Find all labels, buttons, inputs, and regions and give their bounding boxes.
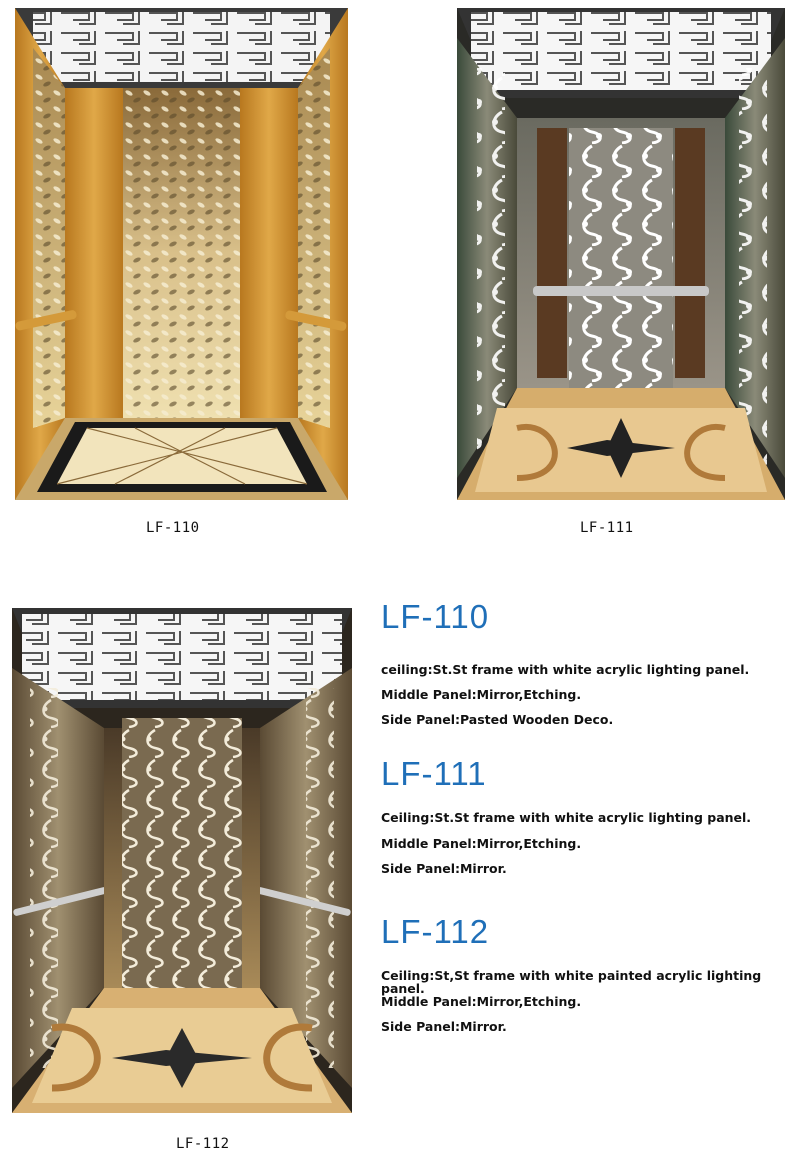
spec-line: Middle Panel:Mirror,Etching. (381, 994, 582, 1009)
spec-title-lf-111: LF-111 (381, 755, 487, 792)
spec-line: Side Panel:Mirror. (381, 1019, 507, 1034)
elevator-photo-lf-111 (457, 8, 785, 500)
spec-title-lf-112: LF-112 (381, 913, 490, 950)
spec-line: Middle Panel:Mirror,Etching. (381, 836, 582, 851)
caption-lf-112: LF-112 (176, 1136, 230, 1152)
spec-line: ceiling:St.St frame with white acrylic lighting panel. (381, 662, 750, 677)
caption-lf-111: LF-111 (580, 520, 634, 536)
spec-title-lf-110: LF-110 (381, 598, 490, 635)
spec-line: Ceiling:St,St frame with white painted acrylic lighting panel. (381, 968, 762, 996)
caption-lf-110: LF-110 (146, 520, 200, 536)
elevator-photo-lf-112 (12, 608, 352, 1113)
spec-line: Ceiling:St.St frame with white acrylic lighting panel. (381, 810, 752, 825)
spec-line: Side Panel:Pasted Wooden Deco. (381, 712, 614, 727)
spec-line: Middle Panel:Mirror,Etching. (381, 687, 582, 702)
elevator-photo-lf-110 (15, 8, 348, 500)
spec-line: Side Panel:Mirror. (381, 861, 507, 876)
